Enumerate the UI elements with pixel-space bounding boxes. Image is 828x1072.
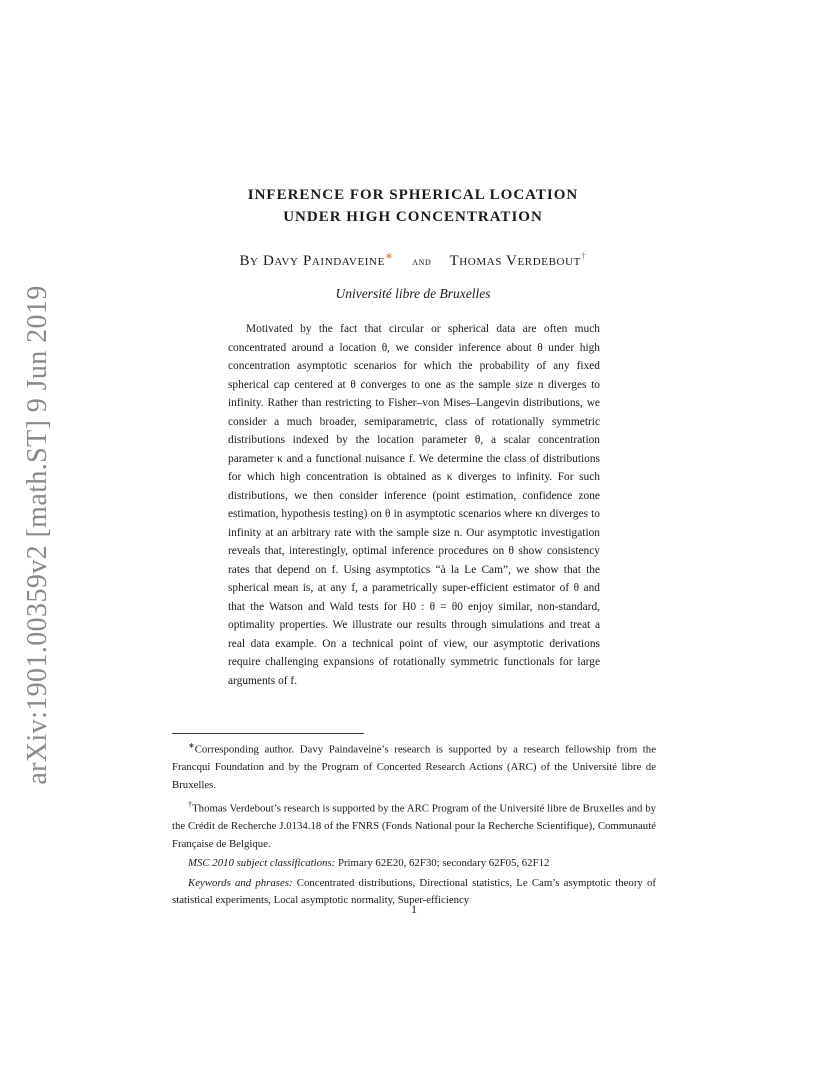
author-footnote-mark[interactable]: † <box>580 251 587 262</box>
msc-text: Primary 62E20, 62F30; secondary 62F05, 62F12 <box>337 857 550 870</box>
page-number: 1 <box>411 902 417 916</box>
footnote-1-text: Corresponding author. Davy Paindaveine’s research is supported by a research fellowship from the Francqui Foundation and by the Program of Concerted Research Actions (ARC) of the Université libre de Bruxelles. <box>172 743 656 791</box>
author-name-1: Davy Paindaveine <box>262 253 385 269</box>
msc-classification <box>172 855 656 873</box>
keywords-text: Concentrated distributions, Directional statistics, Le Cam’s asymptotic theory of statistical experiments, Local asymptotic normality, Super-efficiency <box>172 876 656 907</box>
footnote-1-mark: ∗ <box>188 741 195 750</box>
footnote-rule <box>172 733 364 734</box>
footnote-2-mark: † <box>188 800 193 810</box>
paper-title <box>170 184 656 228</box>
author-prefix: By <box>239 253 259 269</box>
keywords-label: Keywords and phrases: <box>188 876 293 889</box>
footnotes <box>172 737 656 912</box>
author-line <box>170 251 656 270</box>
footnote-2 <box>172 796 656 853</box>
affiliation: Université libre de Bruxelles <box>335 286 491 301</box>
msc-label: MSC 2010 subject classifications: <box>188 857 336 870</box>
arxiv-identifier: arXiv:1901.00359v2 [math.ST] 9 Jun 2019 <box>22 285 53 785</box>
corresponding-author-mark[interactable]: ∗ <box>384 251 394 262</box>
title-line-1: INFERENCE FOR SPHERICAL LOCATION <box>247 187 579 203</box>
title-line-2: UNDER HIGH CONCENTRATION <box>283 209 543 225</box>
author-separator: and <box>412 254 432 268</box>
abstract: Motivated by the fact that circular or spherical data are often much concentrated around a location θ, we consider inference about θ under high concentration asymptotic scenarios for which the probability of any fixed spherical cap centered at θ converges to one as the sample size n diverges to infinity. Rather than restricting to Fisher–von Mises–Langevin distributions, we consider a much broader, semiparametric, class of rotationally symmetric distributions indexed by the location parameter θ, a scalar concentration parameter κ and a functional nuisance f. We determine the class of distributions for which high concentration is obtained as κ diverges to infinity. For such distributions, we then consider inference (point estimation, confidence zone estimation, hypothesis testing) on θ in asymptotic scenarios where κn diverges to infinity at an arbitrary rate with the sample size n. Our asymptotic investigation reveals that, interestingly, optimal inference procedures on θ show consistency rates that depend on f. Using asymptotics “à la Le Cam”, we show that the spherical mean is, at any f, a parametrically super-efficient estimator of θ and that the Watson and Wald tests for H0 : θ = θ0 enjoy similar, non-standard, optimality properties. We illustrate our results through simulations and treat a real data example. On a technical point of view, our asymptotic derivations require challenging expansions of rotationally symmetric functionals for large arguments of f. <box>228 323 600 687</box>
footnote-2-text: Thomas Verdebout’s research is supported by the ARC Program of the Université libre de Bruxelles and by the Crédit de Recherche J.0134.18 of the FNRS (Fonds National pour la Recherche Scientifique), Communauté Française de Belgique. <box>172 802 656 850</box>
footnote-1 <box>172 737 656 794</box>
author-name-2: Thomas Verdebout <box>449 253 581 269</box>
